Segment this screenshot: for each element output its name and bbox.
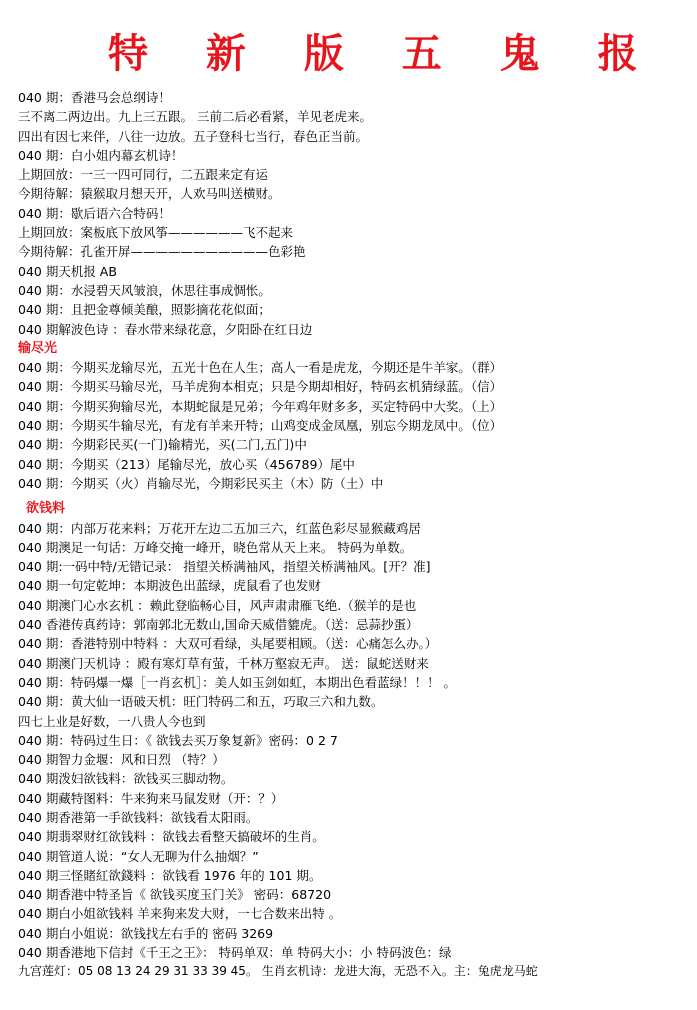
text-line: 九宫莲灯：05 08 13 24 29 31 33 39 45。 生肖玄机诗：龙进大海，无恐不入。主：兔虎龙马蛇 (18, 964, 538, 979)
text-line: 040 期：今期彩民买(一门)输精光，买(二门,五门)中 (18, 437, 307, 453)
text-line: 040 期：歇后语六合特码！ (18, 205, 171, 221)
text-line: 040 期香港第一手欲钱料：欲钱看太阳雨。 (18, 809, 259, 825)
text-line: 040 期三怪賭紅欲錢料 ：欲钱看 1976 年的 101 期。 (18, 867, 322, 883)
text-line: 040 期澳门天机诗 ：殿有寒灯草有萤，千林万壑寂无声。 送：鼠蛇送财来 (18, 655, 429, 671)
text-line: 040 期管道人说：“女人无聊为什么抽烟？” (18, 848, 259, 864)
text-line: 四出有因七来伴，八往一边放。五子登科七当行，春色正当前。 (18, 128, 369, 144)
text-line: 040 期：今期买马输尽光，马羊虎狗本相克；只是今期却相好，特码玄机猜绿蓝。（信） (18, 379, 503, 395)
text-line: 040 期：特码过生日：《 欲钱去买万象复新》密码：0 2 7 (18, 732, 338, 748)
section-heading: 输尽光 (18, 340, 58, 356)
text-line: 今期待解：孔雀开屏———————————色彩艳 (18, 244, 306, 260)
text-line: 040 期：水浸碧天风皱浪，休思往事成惆怅。 (18, 282, 271, 298)
text-line: 040 期：香港马会总纲诗！ (18, 90, 171, 105)
text-line: 上期回放：案板底下放风筝——————飞不起来 (18, 225, 294, 241)
text-line: 040 期一句定乾坤：本期波色出蓝绿，虎鼠看了也发财 (18, 578, 321, 594)
text-line: 三不离二两边出。九上三五跟。 三前二后必看紧，羊见老虎来。 (18, 109, 372, 125)
text-line: 040 期智力金堰：风和日烈 （特？） (18, 752, 225, 768)
text-line: 四七上业是好数，一八贵人今也到 (18, 713, 206, 729)
text-line: 040 期：且把金尊倾美酿，照影摘花花似面； (18, 302, 271, 318)
text-line: 040 期：香港特别中特料 ：大双可看绿，头尾要相顾。（送：心痛怎么办。） (18, 636, 438, 652)
text-line: 040 香港传真药诗：郭南郭北无数山,国命天威借貔虎。（送：忌蒜抄蛋） (18, 617, 419, 633)
text-line: 040 期：今期买龙输尽光，五光十色在人生；高人一看是虎龙，今期还是牛羊家。（群） (18, 360, 503, 376)
text-line: 040 期：特码爆一爆［一肖玄机］：美人如玉剑如虹，本期出色看蓝绿！！！ 。 (18, 674, 457, 690)
text-line: 040 期天机报 AB (18, 263, 117, 279)
text-line: 上期回放：一三一四可同行，二五跟来定有运 (18, 167, 269, 183)
section-heading: 欲钱料 (26, 501, 66, 517)
text-line: 今期待解：猿猴取月想天开，人欢马叫送横财。 (18, 186, 281, 202)
text-line: 040 期香港地下信封《千王之王》： 特码单双：单 特码大小：小 特码波色：绿 (18, 945, 452, 961)
text-line: 040 期解波色诗 ：春水带来绿花意，夕阳卧在红日边 (18, 321, 313, 337)
text-line: 040 期白小姐说：欲钱找左右手的 密码 3269 (18, 925, 274, 941)
text-line: 040 期香港中特圣旨《 欲钱买度玉门关》 密码：68720 (18, 887, 332, 903)
text-line: 040 期澳足一句话：万峰交掩一峰开，晓色常从天上来。 特码为单数。 (18, 539, 413, 555)
text-line: 040 期：今期买牛输尽光，有龙有羊来开特；山鸡变成金凤凰，别忘今期龙凤中。（位） (18, 418, 503, 434)
text-line: 040 期：内部万花来料；万花开左边二五加三六，红蓝色彩尽显猴藏鸡居 (18, 520, 421, 536)
text-line: 040 期:一码中特/无错记录： 指望关桥满袖风，指望关桥满袖风。[开？准] (18, 559, 431, 575)
text-line: 040 期藏特图料：牛来狗来马鼠发财（开：？） (18, 790, 284, 806)
text-line: 040 期：黄大仙一语破天机：旺门特码二和五，巧取三六和九数。 (18, 694, 384, 710)
text-body (18, 88, 694, 982)
text-line: 040 期：今期买（213）尾输尽光，放心买（456789）尾中 (18, 456, 355, 472)
text-line: 040 期：今期买（火）肖输尽光，今期彩民买主（木）防（土）中 (18, 475, 384, 491)
text-line: 040 期澳门心水玄机 ：赖此登临畅心目，风声肃肃雁飞绝.（猴羊的是也 (18, 597, 417, 613)
text-line: 040 期翡翠财红欲钱料 ：欲钱去看整天搞破坏的生肖。 (18, 829, 325, 845)
text-line: 040 期白小姐欲钱料 羊来狗来发大财，一七合数来出特 。 (18, 906, 342, 922)
text-line: 040 期：今期买狗输尽光，本期蛇鼠是兄弟；今年鸡年财多多，买定特码中大奖。（上） (18, 398, 503, 414)
text-line: 040 期泼妇欲钱料：欲钱买三脚动物。 (18, 771, 234, 787)
page-title: 特 新 版 五 鬼 报 (108, 30, 660, 77)
text-line: 040 期：白小姐内幕玄机诗！ (18, 147, 184, 163)
